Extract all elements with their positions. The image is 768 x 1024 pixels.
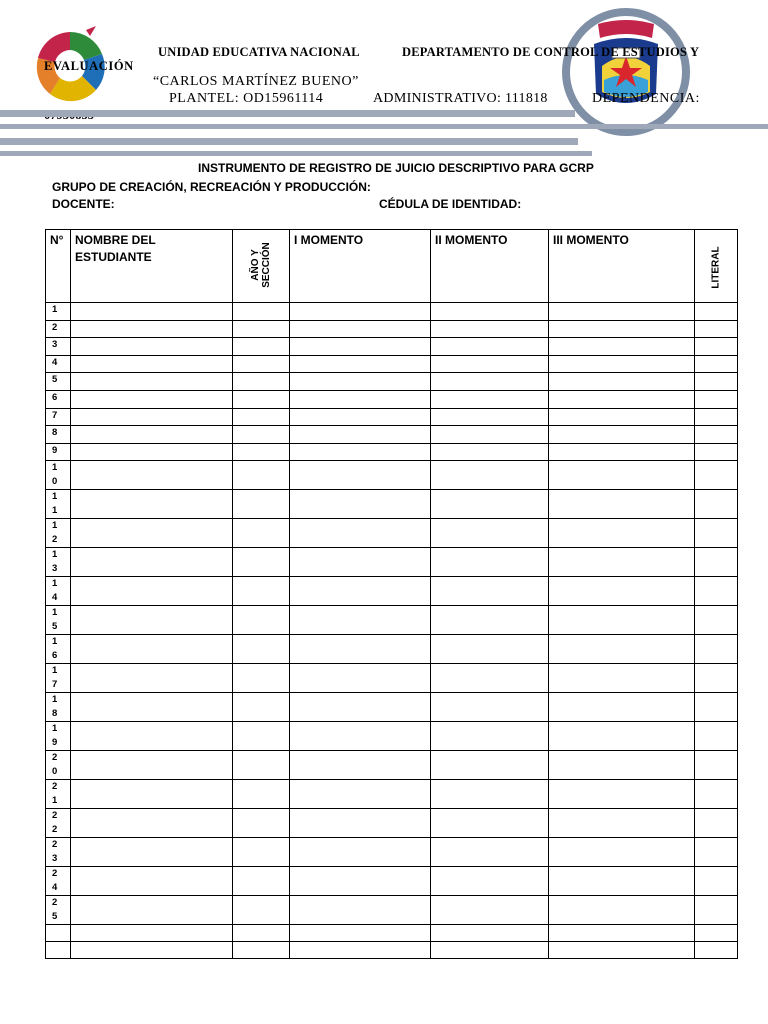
table-row [46, 606, 738, 635]
row-number-text: 14 [52, 578, 58, 604]
year-section-cell[interactable] [233, 490, 290, 519]
moment-1-cell[interactable] [290, 373, 431, 391]
moment-1-cell[interactable] [290, 780, 431, 809]
literal-cell[interactable] [695, 942, 738, 959]
moment-3-cell[interactable] [549, 751, 695, 780]
row-number [46, 751, 71, 780]
literal-cell[interactable] [695, 408, 738, 426]
moment-3-cell[interactable] [549, 838, 695, 867]
student-name-cell[interactable] [71, 408, 233, 426]
table-row [46, 443, 738, 461]
table-row [46, 664, 738, 693]
table-row [46, 867, 738, 896]
moment-2-cell[interactable] [431, 780, 549, 809]
moment-1-cell[interactable] [290, 664, 431, 693]
moment-1-cell[interactable] [290, 925, 431, 942]
row-number-text: 23 [52, 839, 58, 865]
row-number-text: 24 [52, 868, 58, 894]
group-label: GRUPO DE CREACIÓN, RECREACIÓN Y PRODUCCIÓN: [52, 180, 371, 194]
col-header-year-section-text: AÑO Y SECCIÓN [250, 242, 272, 288]
moment-3-cell[interactable] [549, 635, 695, 664]
table-row [46, 519, 738, 548]
moment-1-cell[interactable] [290, 635, 431, 664]
student-name-cell[interactable] [71, 303, 233, 321]
moment-1-cell[interactable] [290, 548, 431, 577]
table-row [46, 461, 738, 490]
moment-1-cell[interactable] [290, 320, 431, 338]
literal-cell[interactable] [695, 896, 738, 925]
table-row [46, 408, 738, 426]
year-section-cell[interactable] [233, 390, 290, 408]
moment-2-cell[interactable] [431, 490, 549, 519]
row-number [46, 320, 71, 338]
moment-3-cell[interactable] [549, 780, 695, 809]
row-number [46, 426, 71, 444]
moment-1-cell[interactable] [290, 577, 431, 606]
moment-2-cell[interactable] [431, 606, 549, 635]
moment-2-cell[interactable] [431, 338, 549, 356]
year-section-cell[interactable] [233, 548, 290, 577]
moment-3-cell[interactable] [549, 925, 695, 942]
year-section-cell[interactable] [233, 373, 290, 391]
student-name-cell[interactable] [71, 942, 233, 959]
form-title: INSTRUMENTO DE REGISTRO DE JUICIO DESCRIPTIVO PARA GCRP [198, 161, 594, 175]
header-divider-band [0, 110, 575, 117]
moment-1-cell[interactable] [290, 606, 431, 635]
moment-1-cell[interactable] [290, 390, 431, 408]
row-number [46, 867, 71, 896]
row-number [46, 942, 71, 959]
student-name-cell[interactable] [71, 390, 233, 408]
year-section-cell[interactable] [233, 606, 290, 635]
moment-2-cell[interactable] [431, 303, 549, 321]
moment-3-cell[interactable] [549, 303, 695, 321]
year-section-cell[interactable] [233, 577, 290, 606]
year-section-cell[interactable] [233, 461, 290, 490]
year-section-cell[interactable] [233, 303, 290, 321]
table-row [46, 693, 738, 722]
moment-3-cell[interactable] [549, 443, 695, 461]
row-number-text: 8 [52, 427, 58, 439]
moment-3-cell[interactable] [549, 577, 695, 606]
row-number [46, 780, 71, 809]
moment-1-cell[interactable] [290, 942, 431, 959]
student-name-cell[interactable] [71, 443, 233, 461]
year-section-cell[interactable] [233, 635, 290, 664]
moment-2-cell[interactable] [431, 722, 549, 751]
moment-1-cell[interactable] [290, 751, 431, 780]
moment-1-cell[interactable] [290, 896, 431, 925]
table-row [46, 490, 738, 519]
department-name-cont: EVALUACIÓN [44, 59, 134, 73]
row-number-text: 25 [52, 897, 58, 923]
student-name-cell[interactable] [71, 809, 233, 838]
student-name-cell[interactable] [71, 461, 233, 490]
moment-3-cell[interactable] [549, 548, 695, 577]
moment-3-cell[interactable] [549, 693, 695, 722]
literal-cell[interactable] [695, 867, 738, 896]
row-number [46, 809, 71, 838]
moment-1-cell[interactable] [290, 426, 431, 444]
year-section-cell[interactable] [233, 780, 290, 809]
moment-2-cell[interactable] [431, 426, 549, 444]
moment-3-cell[interactable] [549, 809, 695, 838]
moment-3-cell[interactable] [549, 490, 695, 519]
moment-1-cell[interactable] [290, 809, 431, 838]
student-name-cell[interactable] [71, 373, 233, 391]
row-number-text: 5 [52, 374, 58, 386]
moment-2-cell[interactable] [431, 942, 549, 959]
moment-1-cell[interactable] [290, 338, 431, 356]
moment-2-cell[interactable] [431, 390, 549, 408]
row-number [46, 490, 71, 519]
plantel-code: PLANTEL: OD15961114 [169, 91, 324, 106]
student-name-cell[interactable] [71, 838, 233, 867]
row-number [46, 303, 71, 321]
year-section-cell[interactable] [233, 925, 290, 942]
student-name-cell[interactable] [71, 867, 233, 896]
row-number [46, 461, 71, 490]
student-name-cell[interactable] [71, 780, 233, 809]
year-section-cell[interactable] [233, 664, 290, 693]
row-number [46, 519, 71, 548]
student-name-cell[interactable] [71, 693, 233, 722]
year-section-cell[interactable] [233, 693, 290, 722]
moment-1-cell[interactable] [290, 408, 431, 426]
student-name-cell[interactable] [71, 925, 233, 942]
literal-cell[interactable] [695, 461, 738, 490]
row-number-text: 1 [52, 304, 58, 315]
moment-3-cell[interactable] [549, 408, 695, 426]
row-number-text: 4 [52, 356, 58, 368]
row-number [46, 390, 71, 408]
moment-2-cell[interactable] [431, 443, 549, 461]
dependency-label: DEPENDENCIA: [592, 91, 700, 106]
row-number [46, 338, 71, 356]
table-row [46, 373, 738, 391]
literal-cell[interactable] [695, 519, 738, 548]
row-number-text: 16 [52, 636, 58, 662]
row-number [46, 373, 71, 391]
literal-cell[interactable] [695, 426, 738, 444]
row-number-text: 3 [52, 339, 58, 351]
literal-cell[interactable] [695, 925, 738, 942]
moment-2-cell[interactable] [431, 751, 549, 780]
table-row [46, 751, 738, 780]
student-name-cell[interactable] [71, 320, 233, 338]
table-row [46, 320, 738, 338]
literal-cell[interactable] [695, 490, 738, 519]
literal-cell[interactable] [695, 751, 738, 780]
literal-cell[interactable] [695, 809, 738, 838]
student-name-cell[interactable] [71, 664, 233, 693]
literal-cell[interactable] [695, 722, 738, 751]
row-number-text: 17 [52, 665, 58, 691]
student-name-cell[interactable] [71, 490, 233, 519]
table-row [46, 390, 738, 408]
row-number-text: 11 [52, 491, 58, 517]
moment-1-cell[interactable] [290, 722, 431, 751]
moment-2-cell[interactable] [431, 320, 549, 338]
administrative-code: ADMINISTRATIVO: 111818 [373, 91, 548, 106]
table-row [46, 635, 738, 664]
moment-2-cell[interactable] [431, 664, 549, 693]
year-section-cell[interactable] [233, 867, 290, 896]
year-section-cell[interactable] [233, 426, 290, 444]
moment-2-cell[interactable] [431, 635, 549, 664]
moment-3-cell[interactable] [549, 461, 695, 490]
row-number-text: 20 [52, 752, 58, 778]
row-number [46, 693, 71, 722]
header-divider-band [0, 124, 768, 129]
year-section-cell[interactable] [233, 838, 290, 867]
table-row [46, 838, 738, 867]
literal-cell[interactable] [695, 390, 738, 408]
col-header-number: N° [46, 230, 71, 303]
literal-cell[interactable] [695, 635, 738, 664]
col-header-moment-3: III MOMENTO [549, 230, 695, 303]
moment-1-cell[interactable] [290, 443, 431, 461]
moment-1-cell[interactable] [290, 303, 431, 321]
table-row [46, 426, 738, 444]
row-number-text: 22 [52, 810, 58, 836]
row-number [46, 635, 71, 664]
literal-cell[interactable] [695, 548, 738, 577]
moment-3-cell[interactable] [549, 338, 695, 356]
header-divider-band [0, 138, 578, 145]
moment-1-cell[interactable] [290, 867, 431, 896]
year-section-cell[interactable] [233, 519, 290, 548]
row-number-text: 15 [52, 607, 58, 633]
moment-3-cell[interactable] [549, 896, 695, 925]
student-name-cell[interactable] [71, 635, 233, 664]
literal-cell[interactable] [695, 355, 738, 373]
moment-3-cell[interactable] [549, 519, 695, 548]
moment-3-cell[interactable] [549, 390, 695, 408]
year-section-cell[interactable] [233, 355, 290, 373]
table-row [46, 722, 738, 751]
row-number [46, 722, 71, 751]
moment-3-cell[interactable] [549, 664, 695, 693]
row-number [46, 896, 71, 925]
row-number-text: 18 [52, 694, 58, 720]
header-divider-band [0, 151, 592, 156]
literal-cell[interactable] [695, 606, 738, 635]
year-section-cell[interactable] [233, 443, 290, 461]
moment-3-cell[interactable] [549, 867, 695, 896]
moment-1-cell[interactable] [290, 461, 431, 490]
row-number [46, 443, 71, 461]
literal-cell[interactable] [695, 373, 738, 391]
table-row [46, 303, 738, 321]
student-name-cell[interactable] [71, 355, 233, 373]
year-section-cell[interactable] [233, 338, 290, 356]
moment-3-cell[interactable] [549, 320, 695, 338]
moment-3-cell[interactable] [549, 942, 695, 959]
moment-2-cell[interactable] [431, 373, 549, 391]
literal-cell[interactable] [695, 443, 738, 461]
id-label: CÉDULA DE IDENTIDAD: [379, 197, 522, 211]
department-emblem-icon [560, 8, 692, 136]
moment-1-cell[interactable] [290, 838, 431, 867]
school-full-name: “CARLOS MARTÍNEZ BUENO” [153, 74, 359, 89]
student-name-cell[interactable] [71, 896, 233, 925]
moment-3-cell[interactable] [549, 606, 695, 635]
moment-2-cell[interactable] [431, 867, 549, 896]
col-header-moment-1: I MOMENTO [290, 230, 431, 303]
moment-2-cell[interactable] [431, 355, 549, 373]
student-name-cell[interactable] [71, 426, 233, 444]
year-section-cell[interactable] [233, 408, 290, 426]
row-number [46, 577, 71, 606]
row-number [46, 606, 71, 635]
table-row [46, 809, 738, 838]
table-row [46, 925, 738, 942]
department-name: DEPARTAMENTO DE CONTROL DE ESTUDIOS Y [402, 45, 700, 59]
col-header-moment-2: II MOMENTO [431, 230, 549, 303]
literal-cell[interactable] [695, 577, 738, 606]
year-section-cell[interactable] [233, 320, 290, 338]
table-row [46, 942, 738, 959]
moment-2-cell[interactable] [431, 408, 549, 426]
col-header-year-section [233, 230, 290, 303]
moment-2-cell[interactable] [431, 925, 549, 942]
school-name: UNIDAD EDUCATIVA NACIONAL [158, 45, 360, 59]
moment-2-cell[interactable] [431, 838, 549, 867]
year-section-cell[interactable] [233, 809, 290, 838]
student-name-cell[interactable] [71, 577, 233, 606]
row-number [46, 548, 71, 577]
moment-3-cell[interactable] [549, 722, 695, 751]
student-name-cell[interactable] [71, 519, 233, 548]
student-register-table [45, 229, 738, 959]
row-number [46, 355, 71, 373]
row-number [46, 838, 71, 867]
table-row [46, 338, 738, 356]
row-number-text: 21 [52, 781, 58, 807]
literal-cell[interactable] [695, 693, 738, 722]
moment-1-cell[interactable] [290, 355, 431, 373]
moment-2-cell[interactable] [431, 461, 549, 490]
moment-1-cell[interactable] [290, 490, 431, 519]
student-name-cell[interactable] [71, 606, 233, 635]
literal-cell[interactable] [695, 838, 738, 867]
row-number-text: 7 [52, 409, 58, 421]
year-section-cell[interactable] [233, 751, 290, 780]
moment-2-cell[interactable] [431, 896, 549, 925]
row-number-text: 6 [52, 391, 58, 403]
literal-cell[interactable] [695, 664, 738, 693]
moment-1-cell[interactable] [290, 519, 431, 548]
year-section-cell[interactable] [233, 722, 290, 751]
col-header-name: NOMBRE DEL ESTUDIANTE [71, 230, 233, 303]
moment-3-cell[interactable] [549, 355, 695, 373]
table-row [46, 780, 738, 809]
row-number-text: 12 [52, 520, 58, 546]
row-number-text: 10 [52, 462, 58, 488]
literal-cell[interactable] [695, 303, 738, 321]
literal-cell[interactable] [695, 780, 738, 809]
student-name-cell[interactable] [71, 548, 233, 577]
col-header-literal-text: LITERAL [710, 245, 722, 289]
student-name-cell[interactable] [71, 751, 233, 780]
moment-2-cell[interactable] [431, 577, 549, 606]
moment-3-cell[interactable] [549, 373, 695, 391]
row-number-text: 19 [52, 723, 58, 749]
moment-2-cell[interactable] [431, 809, 549, 838]
moment-1-cell[interactable] [290, 693, 431, 722]
year-section-cell[interactable] [233, 896, 290, 925]
student-name-cell[interactable] [71, 338, 233, 356]
row-number-text: 9 [52, 444, 58, 456]
table-row [46, 896, 738, 925]
table-row [46, 548, 738, 577]
row-number-text: 13 [52, 549, 58, 575]
literal-cell[interactable] [695, 320, 738, 338]
teacher-label: DOCENTE: [52, 197, 115, 211]
student-name-cell[interactable] [71, 722, 233, 751]
table-row [46, 355, 738, 373]
year-section-cell[interactable] [233, 942, 290, 959]
moment-2-cell[interactable] [431, 693, 549, 722]
row-number-text: 2 [52, 321, 58, 333]
row-number [46, 408, 71, 426]
moment-2-cell[interactable] [431, 548, 549, 577]
literal-cell[interactable] [695, 338, 738, 356]
row-number [46, 664, 71, 693]
moment-3-cell[interactable] [549, 426, 695, 444]
row-number [46, 925, 71, 942]
table-row [46, 577, 738, 606]
moment-2-cell[interactable] [431, 519, 549, 548]
col-header-literal [695, 230, 738, 303]
